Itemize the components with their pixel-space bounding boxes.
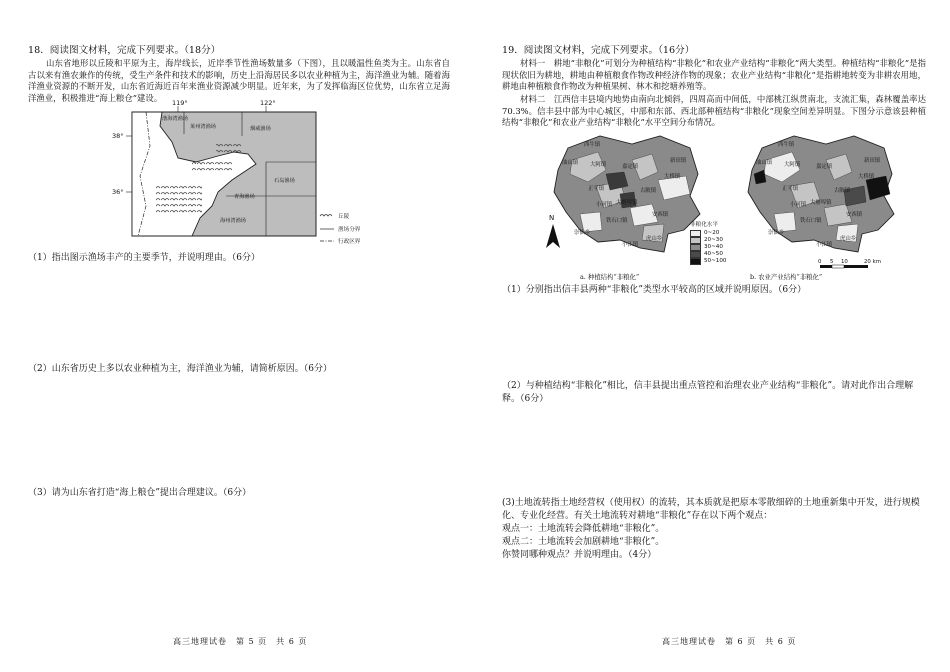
legend-row xyxy=(690,251,726,258)
north-arrow-icon xyxy=(542,212,564,252)
legend-label: 50~100 xyxy=(704,258,727,264)
q19-view-2: 观点二：土地流转会加剧耕地“非粮化”。 xyxy=(502,537,665,547)
legend-row xyxy=(690,258,726,265)
map-a-town-youshan: 油山镇 xyxy=(562,160,579,166)
map-b-town-gubei: 古陂镇 xyxy=(834,188,851,194)
map-b-town-datangbu: 大塘埠镇 xyxy=(810,200,832,206)
fishery-haizhou-bay: 海州湾渔场 xyxy=(220,218,246,224)
q18-sub1: （1）指出图示渔场丰产的主要季节，并说明理由。（6分） xyxy=(28,253,260,263)
map-a-town-anxi: 安西镇 xyxy=(652,212,669,218)
lon-label-122: 122° xyxy=(260,99,276,107)
lat-label-36: 36° xyxy=(112,188,124,196)
map-b-town-xiaojiang: 小江镇 xyxy=(816,242,833,248)
shandong-map-legend xyxy=(318,210,388,250)
map-b-caption: b. 农业产业结构“非粮化” xyxy=(750,273,823,281)
q18-material: 山东省地形以丘陵和平原为主，海岸线长，近岸季节性渔场数量多（下图），且以暖温性鱼类为主。山东省自古以来有渔农兼作的传统，受生产条件和技术的影响，历史上沿海居民多以农业种植为主，海洋渔业为辅。随着海洋渔业资源的不断开发，山东省近海近百年来渔业资源减少明显。近年来，为了发挥临海区位优势，山东省立足海洋渔业，积极推进“海上粮仓”建设。 xyxy=(28,58,450,103)
q19-material-2: 材料二 江西信丰县境内地势由南向北倾斜，四周高而中间低，中部桃江纵贯南北，支流汇集，森林覆盖率达70.3%。信丰县中部为中心城区，中部和东部、西北部种植结构“非粮化”现象空间差异明显。下图分示意该县种植结构“非粮化”和农业产业结构“非粮化”水平空间分布情况。 xyxy=(502,94,926,128)
legend-row xyxy=(690,230,726,237)
legend-swatch xyxy=(690,251,701,258)
map-b-town-youshan: 油山镇 xyxy=(756,160,773,166)
question-19-section xyxy=(502,0,942,672)
map-a-town-chongxian: 崇仙乡 xyxy=(574,230,591,236)
xinfeng-map-b xyxy=(734,130,904,258)
q18-sub2: （2）山东省历史上多以农业种植为主，海洋渔业为辅，请简析原因。（6分） xyxy=(28,364,332,374)
legend-row xyxy=(690,244,726,251)
legend-swatch xyxy=(690,230,701,237)
map-a-town-xiaojiang: 小江镇 xyxy=(622,242,639,248)
non-grain-legend xyxy=(690,222,726,265)
scale-tick-0: 0 xyxy=(818,259,822,265)
fishery-yanwei: 烟威渔场 xyxy=(250,126,271,132)
map-a-caption: a. 种植结构“非粮化” xyxy=(580,273,640,281)
q19-sub1: （1）分别指出信丰县两种“非粮化”类型水平较高的区域并说明原因。（6分） xyxy=(502,285,807,295)
legend-label: 30~40 xyxy=(704,244,723,250)
legend-label: 40~50 xyxy=(704,251,723,257)
map-a-town-xiaohe: 小河镇 xyxy=(596,202,613,208)
map-b-town-daqiao: 大桥镇 xyxy=(858,174,875,180)
map-b-town-zhengping: 正平镇 xyxy=(782,186,799,192)
scale-tick-20km: 20 km xyxy=(864,259,881,265)
legend-hills: 丘陵 xyxy=(338,214,350,220)
fishery-qinghai: 青海渔场 xyxy=(234,194,255,200)
fishery-bohai-bay: 渤海湾渔场 xyxy=(162,116,188,122)
map-a-town-gubei: 古陂镇 xyxy=(640,188,657,194)
q19-sub3-intro: (3)土地流转指土地经营权（使用权）的流转，其本质就是把原本零散细碎的土地重新集中开发，进行规模化、专业化经营。有关土地流转对耕地“非粮化”存在以下两个观点： xyxy=(502,498,920,521)
map-b-town-xiniu: 西牛镇 xyxy=(778,142,795,148)
lat-label-38: 38° xyxy=(112,132,124,140)
fishery-laizhou-bay: 莱州湾渔场 xyxy=(190,124,216,130)
fishery-shidao: 石岛渔场 xyxy=(274,178,295,184)
q19-material-1: 材料一 耕地“非粮化”可划分为种植结构“非粮化”和农业产业结构“非粮化”两大类型。种植结构“非粮化”是指现状依旧为耕地，耕地由种植粮食作物改种经济作物的现象；农业产业结构“非粮化”是指耕地转变为非耕农用地，耕地由种植粮食作物改为种植果树、林木和挖塘养殖等。 xyxy=(502,58,926,92)
map-b-town-xiaohe: 小河镇 xyxy=(790,202,807,208)
map-a-town-datangbu: 大塘埠镇 xyxy=(616,200,638,206)
q18-sub3: （3）请为山东省打造“海上粮仓”提出合理建议。（6分） xyxy=(28,488,252,498)
question-18-section xyxy=(28,0,468,672)
q18-title: 18．阅读图文材料，完成下列要求。（18分） xyxy=(28,45,221,56)
shandong-fishery-map xyxy=(112,99,336,246)
footer-left: 高三地理试卷 第 5 页 共 6 页 xyxy=(173,637,308,646)
scale-tick-5: 5 xyxy=(830,259,834,265)
legend-label: 0~20 xyxy=(704,230,720,236)
q19-title: 19．阅读图文材料，完成下列要求。（16分） xyxy=(502,45,695,56)
map-a-town-xiniu: 西牛镇 xyxy=(584,142,601,148)
q19-view-1: 观点一：土地流转会降低耕地“非粮化”。 xyxy=(502,524,665,534)
legend-swatch xyxy=(690,244,701,251)
legend-swatch xyxy=(690,237,701,244)
legend-rows xyxy=(690,230,726,265)
scale-tick-10: 10 xyxy=(841,259,848,265)
lon-label-119: 119° xyxy=(172,99,188,107)
scale-bar xyxy=(818,256,890,272)
map-b-town-jiading: 嘉定镇 xyxy=(816,164,833,170)
footer-right: 高三地理试卷 第 6 页 共 6 页 xyxy=(662,637,797,646)
map-a-town-daa: 大阿镇 xyxy=(590,162,607,168)
map-a-town-xintian: 新田镇 xyxy=(670,158,687,164)
legend-swatch xyxy=(690,258,701,265)
map-b-town-anxi: 安西镇 xyxy=(846,212,863,218)
map-b-town-hushan: 虎山乡 xyxy=(840,236,857,242)
legend-row xyxy=(690,237,726,244)
north-label: N xyxy=(549,214,555,222)
map-a-town-jiading: 嘉定镇 xyxy=(622,164,639,170)
map-a-town-tieshikou: 铁石口镇 xyxy=(606,218,628,224)
legend-fishery-boundary: 渔场分界 xyxy=(338,227,361,233)
map-a-town-zhengping: 正平镇 xyxy=(588,186,605,192)
legend-admin-boundary: 行政区界 xyxy=(338,239,361,245)
map-a-town-hushan: 虎山乡 xyxy=(646,236,663,242)
map-b-town-xintian: 新田镇 xyxy=(864,158,881,164)
map-a-town-daqiao: 大桥镇 xyxy=(664,174,681,180)
legend-title: 非粮化水平 xyxy=(690,222,718,228)
legend-label: 20~30 xyxy=(704,237,723,243)
map-b-town-chongxian: 崇仙乡 xyxy=(768,230,785,236)
q19-sub3-question: 你赞同哪种观点？并说明理由。（4分） xyxy=(502,550,657,560)
q19-sub2: （2）与种植结构“非粮化”相比，信丰县提出重点管控和治理农业产业结构“非粮化”。请对此作出合理解释。（6分） xyxy=(502,381,914,404)
map-b-town-tieshikou: 铁石口镇 xyxy=(800,218,822,224)
xinfeng-map-a xyxy=(540,130,710,258)
map-b-town-daa: 大阿镇 xyxy=(784,162,801,168)
